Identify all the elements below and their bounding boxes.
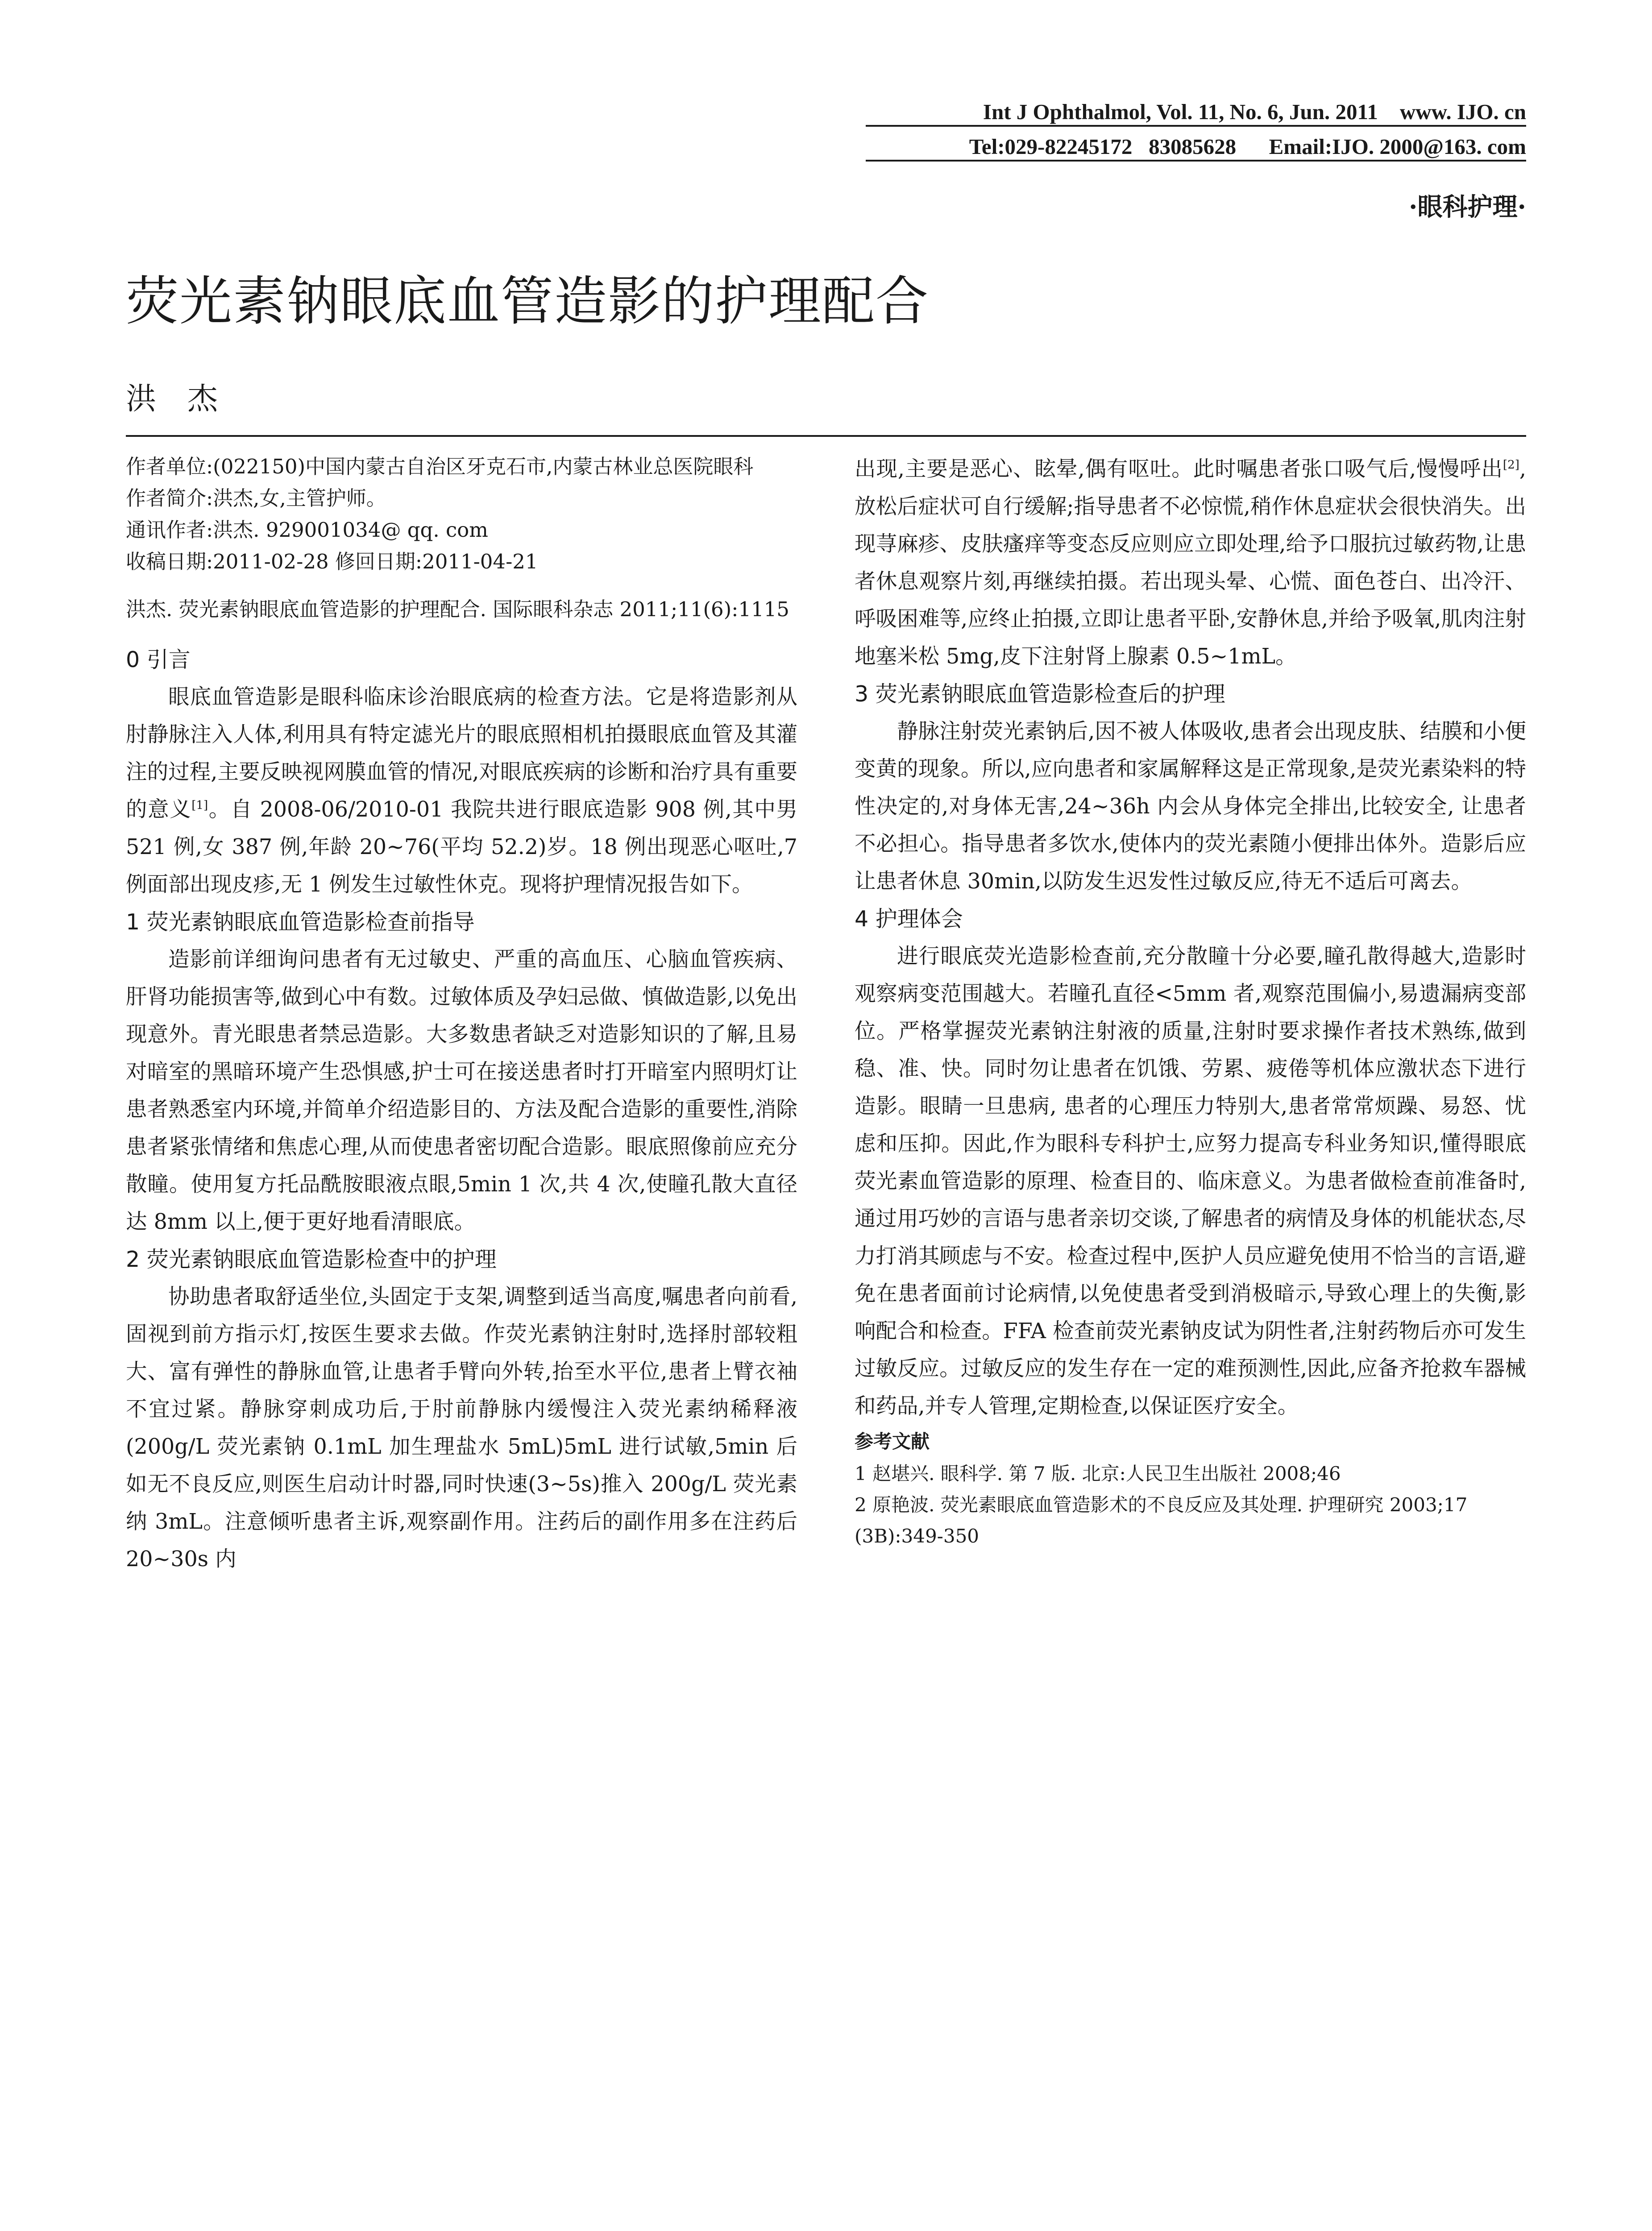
spacer (126, 577, 797, 593)
article-title: 荧光素钠眼底血管造影的护理配合 (126, 270, 930, 332)
section-tag: ·眼科护理· (1409, 192, 1526, 222)
paragraph-text: 出现,主要是恶心、眩晕,偶有呕吐。此时嘱患者张口吸气后,慢慢呼出 (855, 457, 1503, 481)
spacer (126, 625, 797, 641)
paragraph-text: 眼底血管造影是眼科临床诊治眼底病的检查方法。它是将造影剂从肘静脉注入人体,利用具有特定滤光片的眼底照相机拍摄眼底血管及其灌注的过程,主要反映视网膜血管的情况,对眼底疾病的诊断和治疗具有重要的意义 (126, 685, 797, 822)
section-heading: 4 护理体会 (855, 906, 963, 932)
citation-ref: [2] (1503, 458, 1519, 472)
journal-contact: Tel:029-82245172 83085628 Email:IJO. 2000@163. com (969, 134, 1526, 159)
paragraph-text: 。自 2008-06/2010-01 我院共进行眼底造影 908 例,其中男 521 例,女 387 例,年龄 20~76(平均 52.2)岁。18 例出现恶心呕吐,7 例面部出现皮疹,无 1 例发生过敏性休克。现将护理情况报告如下。 (126, 797, 797, 897)
correspondence: 通讯作者:洪杰. 929001034@ qq. com (126, 518, 488, 542)
paragraph-text: ,放松后症状可自行缓解;指导患者不必惊慌,稍作休息症状会很快消失。出现荨麻疹、皮肤瘙痒等变态反应则应立即处理,给予口服抗过敏药物,让患者休息观察片刻,再继续拍摄。若出现头晕、心慌、面色苍白、出冷汗、呼吸困难等,应终止拍摄,立即让患者平卧,安静休息,并给予吸氧,肌肉注射地塞米松 5mg,皮下注射肾上腺素 0.5~1mL。 (855, 457, 1526, 669)
paragraph: 进行眼底荧光造影检查前,充分散瞳十分必要,瞳孔散得越大,造影时观察病变范围越大。若瞳孔直径<5mm 者,观察范围偏小,易遗漏病变部位。严格掌握荧光素钠注射液的质量,注射时要求操作者技术熟练,做到稳、准、快。同时勿让患者在饥饿、劳累、疲倦等机体应激状态下进行造影。眼睛一旦患病, 患者的心理压力特别大,患者常常烦躁、易怒、忧虑和压抑。因此,作为眼科专科护士,应努力提高专科业务知识,懂得眼底荧光素血管造影的原理、检查目的、临床意义。为患者做检查前准备时,通过用巧妙的言语与患者亲切交谈,了解患者的病情及身体的机能状态,尽力打消其顾虑与不安。检查过程中,医护人员应避免使用不恰当的言语,避免在患者面前讨论病情,以免使患者受到消极暗示,导致心理上的失衡,影响配合和检查。FFA 检查前荧光素钠皮试为阴性者,注射药物后亦可发生过敏反应。过敏反应的发生存在一定的难预测性,因此,应备齐抢救车器械和药品,并专人管理,定期检查,以保证医疗安全。 (855, 944, 1526, 1418)
paragraph: 静脉注射荧光素钠后,因不被人体吸收,患者会出现皮肤、结膜和小便变黄的现象。所以,应向患者和家属解释这是正常现象,是荧光素染料的特性决定的,对身体无害,24~36h 内会从身体完全排出,比较安全, 让患者不必担心。指导患者多饮水,使体内的荧光素随小便排出体外。造影后应让患者休息 30min,以防发生迟发性过敏反应,待无不适后可离去。 (855, 719, 1526, 894)
section-heading: 0 引言 (126, 647, 191, 672)
section-heading: 3 荧光素钠眼底血管造影检查后的护理 (855, 681, 1225, 707)
right-column (855, 451, 1526, 1552)
author-bio: 作者简介:洪杰,女,主管护师。 (126, 486, 386, 510)
citation: 洪杰. 荧光素钠眼底血管造影的护理配合. 国际眼科杂志 2011;11(6):1115 (126, 597, 789, 621)
header-rule (866, 160, 1526, 162)
reference-item: 1 赵堪兴. 眼科学. 第 7 版. 北京:人民卫生出版社 2008;46 (855, 1463, 1341, 1485)
citation-ref: [1] (191, 799, 208, 813)
affiliation: 作者单位:(022150)中国内蒙古自治区牙克石市,内蒙古林业总医院眼科 (126, 455, 754, 478)
dates: 收稿日期:2011-02-28 修回日期:2011-04-21 (126, 550, 538, 573)
section-heading: 2 荧光素钠眼底血管造影检查中的护理 (126, 1247, 497, 1272)
article-author: 洪杰 (126, 382, 249, 417)
title-rule (126, 435, 1526, 437)
paragraph (855, 451, 1526, 676)
section-heading: 1 荧光素钠眼底血管造影检查前指导 (126, 909, 475, 935)
left-column (126, 451, 797, 1578)
reference-item: 2 原艳波. 荧光素眼底血管造影术的不良反应及其处理. 护理研究 2003;17 (3B):349-350 (855, 1494, 1468, 1547)
header-rule (866, 125, 1526, 127)
journal-header: Int J Ophthalmol, Vol. 11, No. 6, Jun. 2011 www. IJO. cn (983, 100, 1526, 124)
paragraph: 协助患者取舒适坐位,头固定于支架,调整到适当高度,嘱患者向前看,固视到前方指示灯,按医生要求去做。作荧光素钠注射时,选择肘部较粗大、富有弹性的静脉血管,让患者手臂向外转,抬至水平位,患者上臂衣袖不宜过紧。静脉穿刺成功后,于肘前静脉内缓慢注入荧光素纳稀释液(200g/L 荧光素钠 0.1mL 加生理盐水 5mL)5mL 进行试敏,5min 后如无不良反应,则医生启动计时器,同时快速(3~5s)推入 200g/L 荧光素纳 3mL。注意倾听患者主诉,观察副作用。注药后的副作用多在注药后 20~30s 内 (126, 1285, 797, 1572)
paragraph (126, 679, 797, 904)
references-heading: 参考文献 (855, 1431, 930, 1452)
paragraph: 造影前详细询问患者有无过敏史、严重的高血压、心脑血管疾病、肝肾功能损害等,做到心中有数。过敏体质及孕妇忌做、慎做造影,以免出现意外。青光眼患者禁忌造影。大多数患者缺乏对造影知识的了解,且易对暗室的黑暗环境产生恐惧感,护士可在接送患者时打开暗室内照明灯让患者熟悉室内环境,并简单介绍造影目的、方法及配合造影的重要性,消除患者紧张情绪和焦虑心理,从而使患者密切配合造影。眼底照像前应充分散瞳。使用复方托品酰胺眼液点眼,5min 1 次,共 4 次,使瞳孔散大直径达 8mm 以上,便于更好地看清眼底。 (126, 947, 797, 1234)
